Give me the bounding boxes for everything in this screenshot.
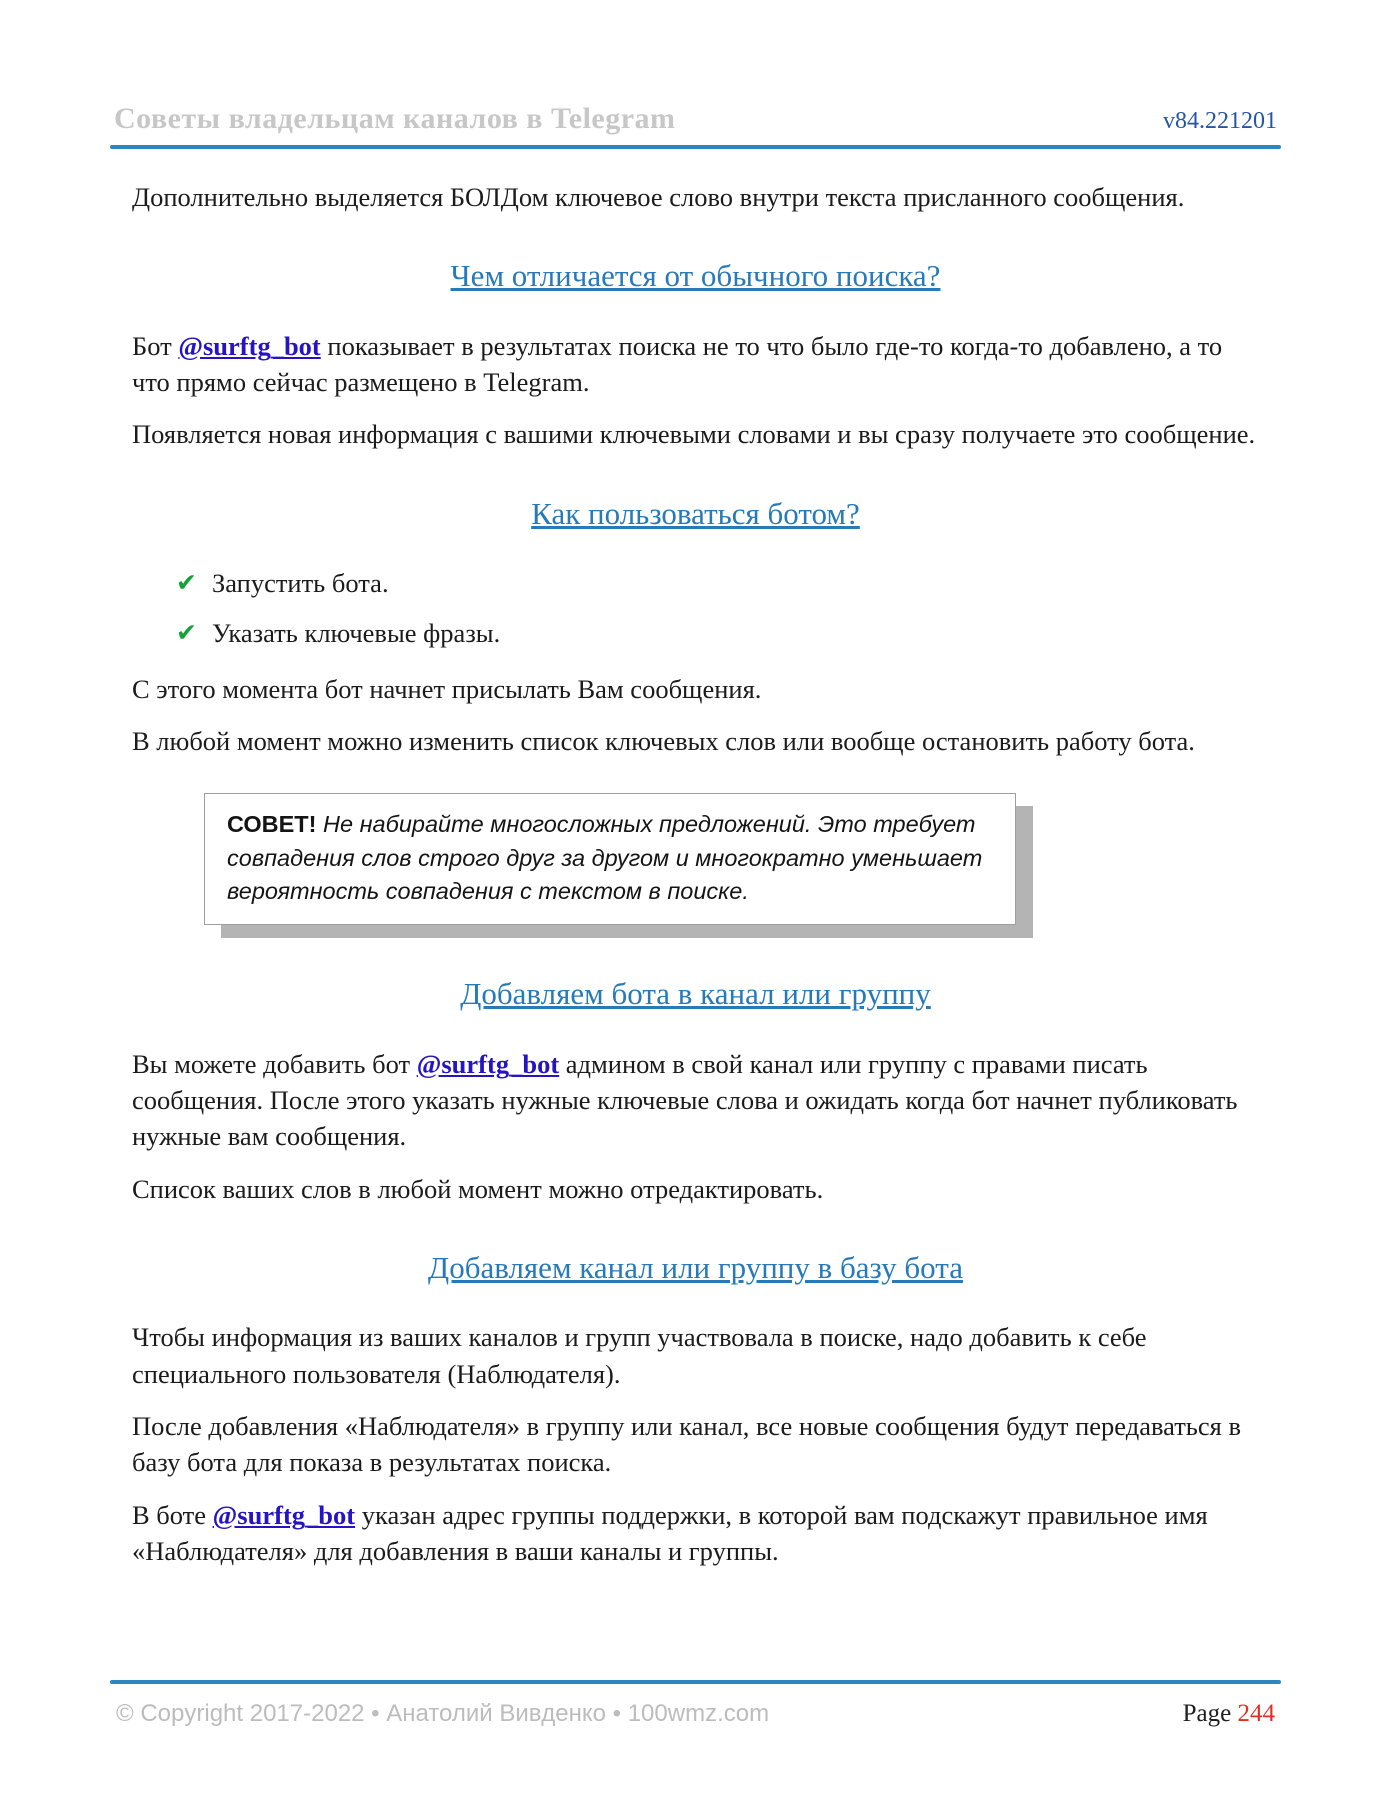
- paragraph-text: Бот: [132, 330, 179, 361]
- list-item-text: Указать ключевые фразы.: [211, 618, 501, 649]
- page-number: 244: [1237, 1700, 1275, 1727]
- version-label: v84.221201: [1163, 108, 1277, 134]
- section-heading-add-channel: Добавляем канал или группу в базу бота: [428, 1249, 963, 1285]
- paragraph: Появляется новая информация с вашими ключевыми словами и вы сразу получаете это сообщение.: [132, 419, 1256, 450]
- page-word: Page: [1182, 1700, 1238, 1727]
- check-icon: ✔: [176, 570, 197, 598]
- page-indicator: [1183, 1700, 1275, 1728]
- list-item: [176, 565, 1259, 602]
- footer-divider: [110, 1680, 1281, 1684]
- bot-link[interactable]: @surftg_bot: [212, 1499, 356, 1530]
- paragraph: С этого момента бот начнет присылать Вам сообщения.: [132, 673, 762, 704]
- tip-label: СОВЕТ!: [227, 811, 317, 838]
- paragraph: [132, 1497, 1259, 1570]
- paragraph: [132, 328, 1259, 401]
- paragraph: Список ваших слов в любой момент можно отредактировать.: [132, 1173, 824, 1204]
- section-heading-how-to-use: Как пользоваться ботом?: [531, 495, 860, 531]
- paragraph-text: указан адрес группы поддержки, в которой вам подскажут правильное имя «Наблюдателя» для добавления в ваши каналы и группы.: [132, 1499, 1208, 1566]
- section-heading-search-difference: Чем отличается от обычного поиска?: [450, 258, 941, 294]
- paragraph-text: показывает в результатах поиска не то что было где-то когда-то добавлено, а то что прямо сейчас размещено в Telegram.: [132, 330, 1223, 398]
- steps-list: [132, 565, 1259, 653]
- bot-link[interactable]: @surftg_bot: [178, 330, 321, 361]
- tip-box: [204, 793, 1016, 925]
- section-heading-add-bot: Добавляем бота в канал или группу: [460, 976, 931, 1012]
- bot-link[interactable]: @surftg_bot: [416, 1048, 560, 1079]
- intro-paragraph: Дополнительно выделяется БОЛДом ключевое слово внутри текста присланного сообщения.: [132, 182, 1185, 212]
- page-header: [110, 102, 1281, 149]
- document-title: Советы владельцам каналов в Telegram: [114, 102, 676, 135]
- paragraph-text: админом в свой канал или группу с правами писать сообщения. После этого указать нужные ключевые слова и ожидать когда бот начнет публиковать нужные вам сообщения.: [132, 1048, 1238, 1152]
- paragraph-text: В боте: [132, 1499, 213, 1530]
- page-footer: [110, 1680, 1281, 1728]
- check-icon: ✔: [176, 620, 197, 648]
- paragraph-text: Вы можете добавить бот: [132, 1048, 417, 1079]
- header-row: [110, 102, 1281, 136]
- list-item-text: Запустить бота.: [211, 568, 389, 599]
- copyright-text: © Copyright 2017-2022 • Анатолий Вивденко • 100wmz.com: [116, 1700, 770, 1727]
- footer-row: [110, 1700, 1281, 1728]
- paragraph: В любой момент можно изменить список ключевых слов или вообще остановить работу бота.: [132, 725, 1195, 756]
- list-item: [176, 615, 1259, 652]
- paragraph: [132, 1046, 1259, 1155]
- document-body: [110, 149, 1281, 1680]
- paragraph: Чтобы информация из ваших каналов и групп участвовала в поиске, надо добавить к себе специального пользователя (Наблюдателя).: [132, 1322, 1147, 1389]
- paragraph: После добавления «Наблюдателя» в группу или канал, все новые сообщения будут передаваться в базу бота для показа в результатах поиска.: [132, 1411, 1241, 1478]
- tip-text: Не набирайте многосложных предложений. Это требует совпадения слов строго друг за другом и многократно уменьшает вероятность совпадения с текстом в поиске.: [227, 811, 983, 904]
